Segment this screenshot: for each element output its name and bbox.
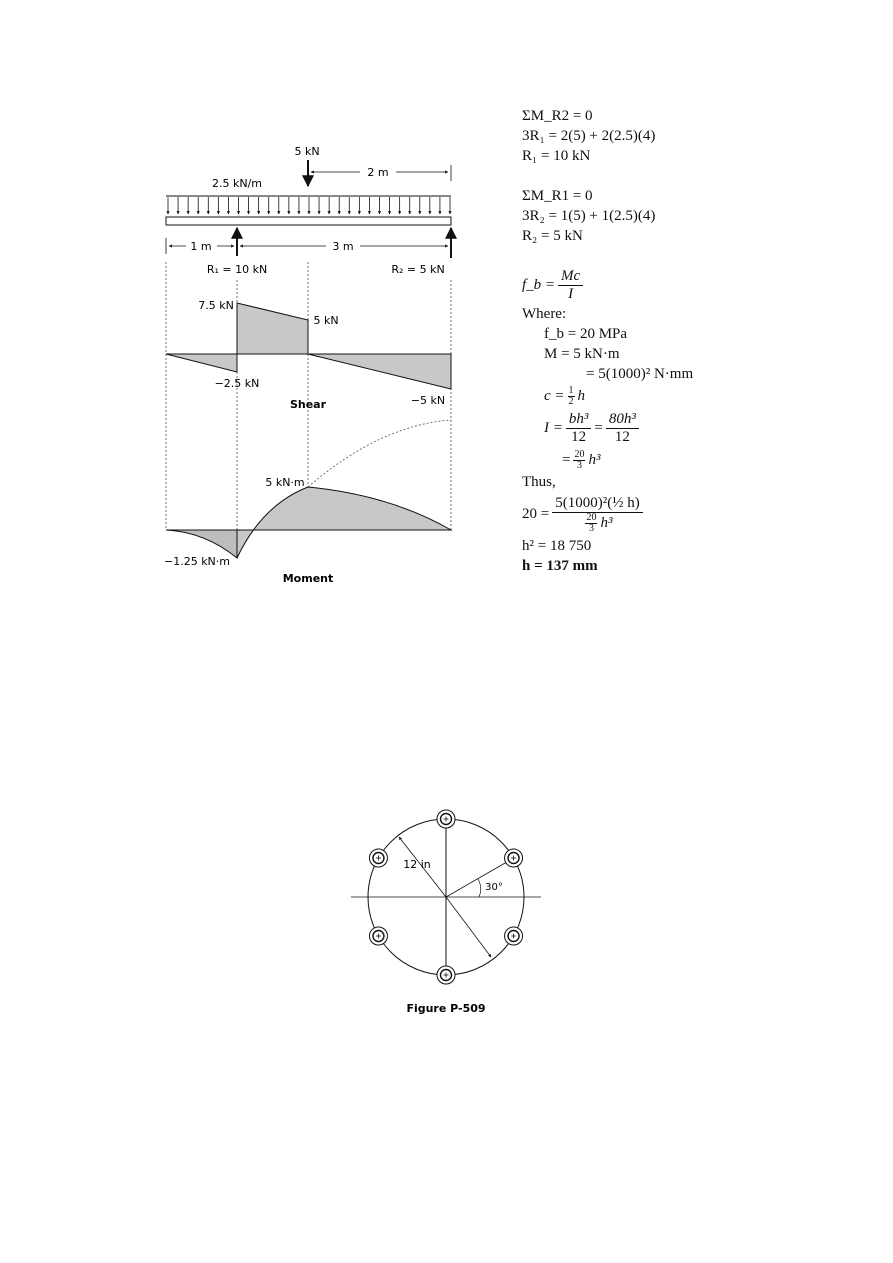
eq-thus: Thus, bbox=[522, 474, 556, 490]
eq-i-den2: 12 bbox=[614, 428, 630, 445]
shear-value-neg-5: −5 kN bbox=[410, 394, 446, 407]
eq-3r1: 3R₁ = 2(5) + 2(2.5)(4) bbox=[522, 128, 656, 144]
eq-fb-den: I bbox=[568, 285, 574, 302]
dim-3m-label: 3 m bbox=[332, 240, 354, 253]
eq-t-den-num: 20 bbox=[586, 511, 597, 523]
moment-value-5: 5 kN·m bbox=[265, 476, 305, 489]
point-load bbox=[294, 145, 319, 186]
moment-diagram bbox=[164, 420, 451, 585]
bolt-icon bbox=[437, 810, 455, 828]
eq-i-den1: 12 bbox=[571, 428, 587, 445]
shear-title: Shear bbox=[289, 398, 327, 411]
eq-h-squared: h² = 18 750 bbox=[522, 538, 592, 554]
dist-load-label: 2.5 kN/m bbox=[211, 177, 263, 190]
eq-i-s-rhs: h³ bbox=[588, 452, 601, 468]
r2-label: R₂ = 5 kN bbox=[391, 263, 445, 276]
radius-label: 12 in bbox=[403, 858, 431, 871]
bolt-icon bbox=[505, 849, 523, 867]
dim-2m-label: 2 m bbox=[367, 166, 389, 179]
eq-i-num1: bh³ bbox=[566, 411, 592, 429]
eq-sum-mr1: ΣM_R1 = 0 bbox=[522, 188, 593, 204]
angle-label: 30° bbox=[485, 882, 503, 893]
moment-title: Moment bbox=[282, 572, 334, 585]
bolt-circle-figure bbox=[351, 810, 541, 1015]
shear-value-7-5: 7.5 kN bbox=[198, 299, 234, 312]
moment-value-neg-1-25: −1.25 kN·m bbox=[163, 555, 231, 568]
eq-i-s-lhs: = bbox=[562, 452, 571, 468]
shear-value-5: 5 kN bbox=[313, 314, 339, 327]
eq-i-fraction-2 bbox=[606, 411, 639, 446]
eq-r1-result: R₁ = 10 kN bbox=[522, 148, 591, 164]
eq-c-lhs: c = bbox=[544, 388, 565, 404]
dim-1m-3m bbox=[166, 238, 448, 254]
eq-flexure-formula bbox=[522, 266, 862, 304]
eq-i-fraction-1 bbox=[566, 411, 592, 446]
figure-caption: Figure P-509 bbox=[406, 1002, 486, 1015]
eq-m-conversion: = 5(1000)² N·mm bbox=[586, 366, 694, 382]
eq-fb-fraction bbox=[558, 268, 583, 303]
eq-t-den-den: 3 bbox=[588, 522, 594, 534]
eq-fb-lhs: f_b = bbox=[522, 277, 556, 293]
eq-i-value bbox=[522, 408, 862, 448]
eq-t-fraction bbox=[552, 495, 642, 534]
eq-c-den: 2 bbox=[568, 395, 574, 407]
point-load-label: 5 kN bbox=[294, 145, 320, 158]
eq-h-result: h = 137 mm bbox=[522, 558, 598, 574]
eq-m-value: M = 5 kN·m bbox=[544, 346, 620, 362]
eq-final-substitution bbox=[522, 492, 862, 536]
bolt-icon bbox=[369, 927, 387, 945]
eq-i-s-den: 3 bbox=[576, 459, 582, 471]
bolt-icon bbox=[369, 849, 387, 867]
eq-i-equals: = bbox=[594, 420, 603, 436]
eq-c-num: 1 bbox=[568, 384, 574, 396]
eq-i-s-fraction bbox=[573, 450, 585, 471]
eq-c-fraction bbox=[568, 386, 575, 407]
eq-t-den-rhs: h³ bbox=[600, 514, 613, 531]
eq-r2-result: R₂ = 5 kN bbox=[522, 228, 583, 244]
eq-i-num2: 80h³ bbox=[606, 411, 639, 429]
eq-i-simplified bbox=[522, 448, 862, 472]
dim-2m bbox=[308, 165, 451, 181]
eq-fb-value: f_b = 20 MPa bbox=[544, 326, 628, 342]
r1-label: R₁ = 10 kN bbox=[206, 263, 268, 276]
dim-1m-label: 1 m bbox=[190, 240, 212, 253]
shear-diagram bbox=[166, 299, 451, 411]
eq-c-rhs: h bbox=[577, 388, 586, 404]
bolt-icon bbox=[505, 927, 523, 945]
shear-value-neg-2-5: −2.5 kN bbox=[214, 377, 260, 390]
eq-3r2: 3R₂ = 1(5) + 1(2.5)(4) bbox=[522, 208, 656, 224]
beam bbox=[166, 217, 451, 225]
eq-t-den bbox=[579, 513, 615, 534]
eq-where: Where: bbox=[522, 306, 567, 322]
eq-fb-num: Mc bbox=[558, 268, 583, 286]
eq-t-num: 5(1000)²(½ h) bbox=[552, 495, 642, 513]
eq-i-lhs: I = bbox=[544, 420, 563, 436]
eq-t-lhs: 20 = bbox=[522, 506, 550, 522]
eq-c-value bbox=[522, 384, 862, 408]
eq-sum-mr2: ΣM_R2 = 0 bbox=[522, 108, 593, 124]
bolt-icon bbox=[437, 966, 455, 984]
equations-column bbox=[522, 106, 862, 576]
eq-t-den-fraction bbox=[585, 513, 597, 534]
eq-i-s-num: 20 bbox=[574, 448, 585, 460]
